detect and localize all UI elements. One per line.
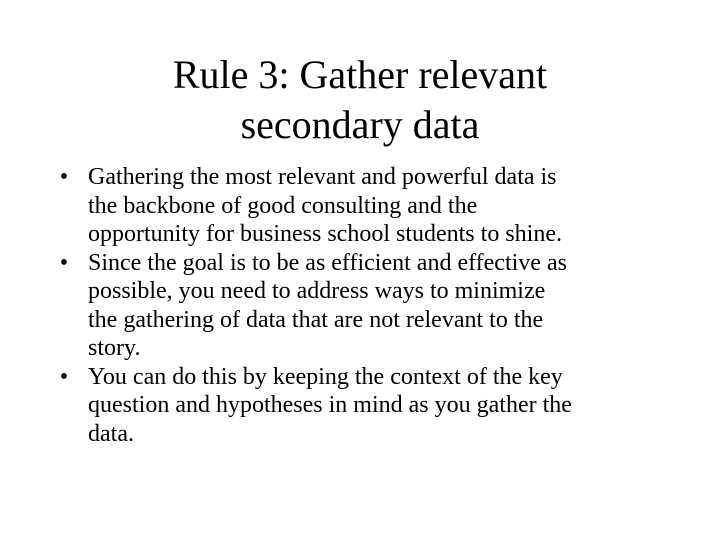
bullet-dot-icon: • [59,363,69,390]
bullet-item [54,163,674,249]
bullet-line: the backbone of good consulting and the [88,192,478,219]
bullet-item [54,363,674,449]
bullet-line: question and hypotheses in mind as you gather the [88,392,572,418]
slide-title-line: Rule 3: Gather relevant [172,52,548,97]
bullet-line: the gathering of data that are not relevant to the [88,306,544,333]
bullet-line: opportunity for business school students to shine. [88,221,562,247]
bullet-text [88,363,674,449]
bullet-line: story. [88,335,141,361]
bullet-text [88,163,674,249]
bullet-line: possible, you need to address ways to minimize [88,278,546,304]
bullet-line: Since the goal is to be as efficient and effective as [88,249,567,276]
bullet-line: data. [88,420,134,447]
bullet-line: You can do this by keeping the context of the key [88,363,563,390]
slide-title [60,50,660,150]
bullet-item [54,249,674,363]
bullet-dot-icon: • [59,164,69,190]
bullet-line: Gathering the most relevant and powerful data is [88,164,557,190]
bullet-text [88,249,674,363]
bullet-dot-icon: • [59,249,69,276]
bullet-list [54,163,674,448]
slide-title-line: secondary data [240,102,480,147]
